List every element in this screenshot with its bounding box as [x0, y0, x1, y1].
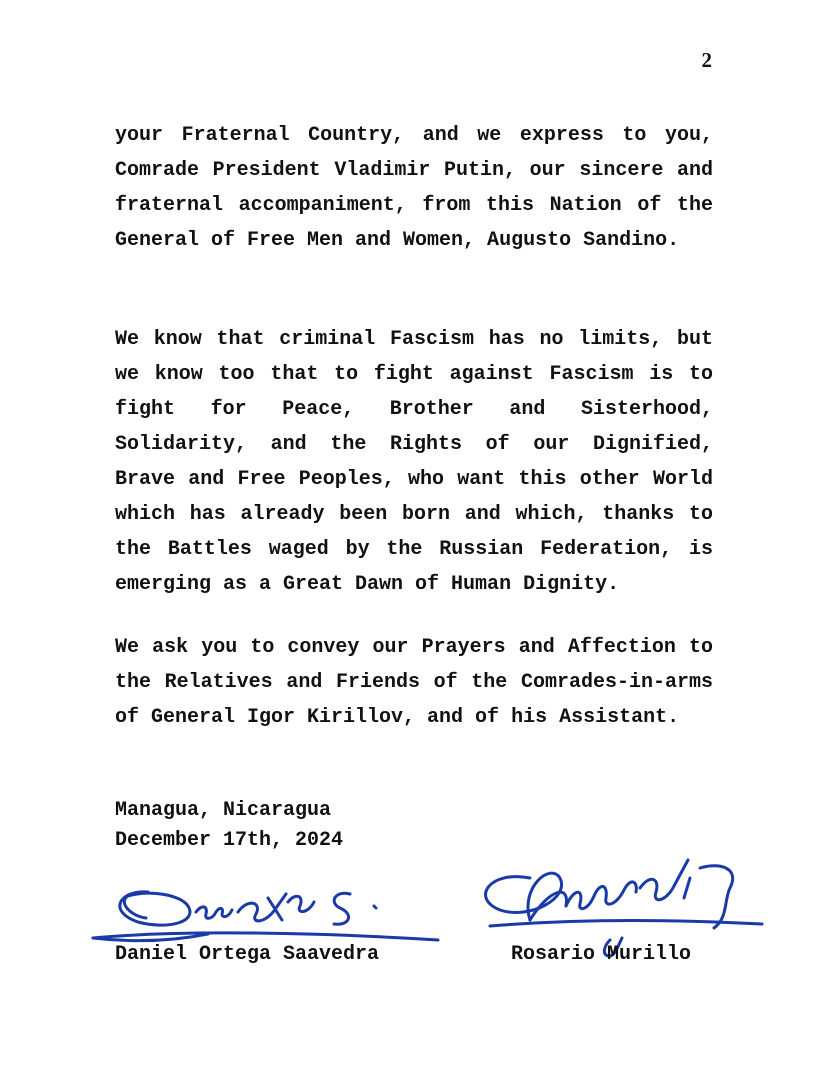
signatory-name-left: Daniel Ortega Saavedra: [115, 943, 380, 966]
paragraph-1: your Fraternal Country, and we express to you, Comrade President Vladimir Putin, our sincere and fraternal accompaniment, from this Nation of the General of Free Men and Women, Augusto Sandino.: [115, 124, 713, 252]
date-line: December 17th, 2024: [115, 829, 344, 852]
paragraph-2: We know that criminal Fascism has no limits, but we know too that to fight against Fascism is to fight for Peace, Brother and Sisterhood, Solidarity, and the Rights of our Dignified, Brave and Free Peoples, who want this other World which has already been born and which, thanks to the Battles waged by the Russian Federation, is emerging as a Great Dawn of Human Dignity.: [115, 328, 713, 596]
place-line: Managua, Nicaragua: [115, 799, 332, 822]
paragraph-3: We ask you to convey our Prayers and Affection to the Relatives and Friends of the Comrades-in-arms of General Igor Kirillov, and of his Assistant.: [115, 636, 713, 729]
page-number: 2: [701, 48, 712, 72]
signatory-name-right: Rosario Murillo: [511, 943, 692, 966]
place-and-date: [115, 796, 343, 856]
